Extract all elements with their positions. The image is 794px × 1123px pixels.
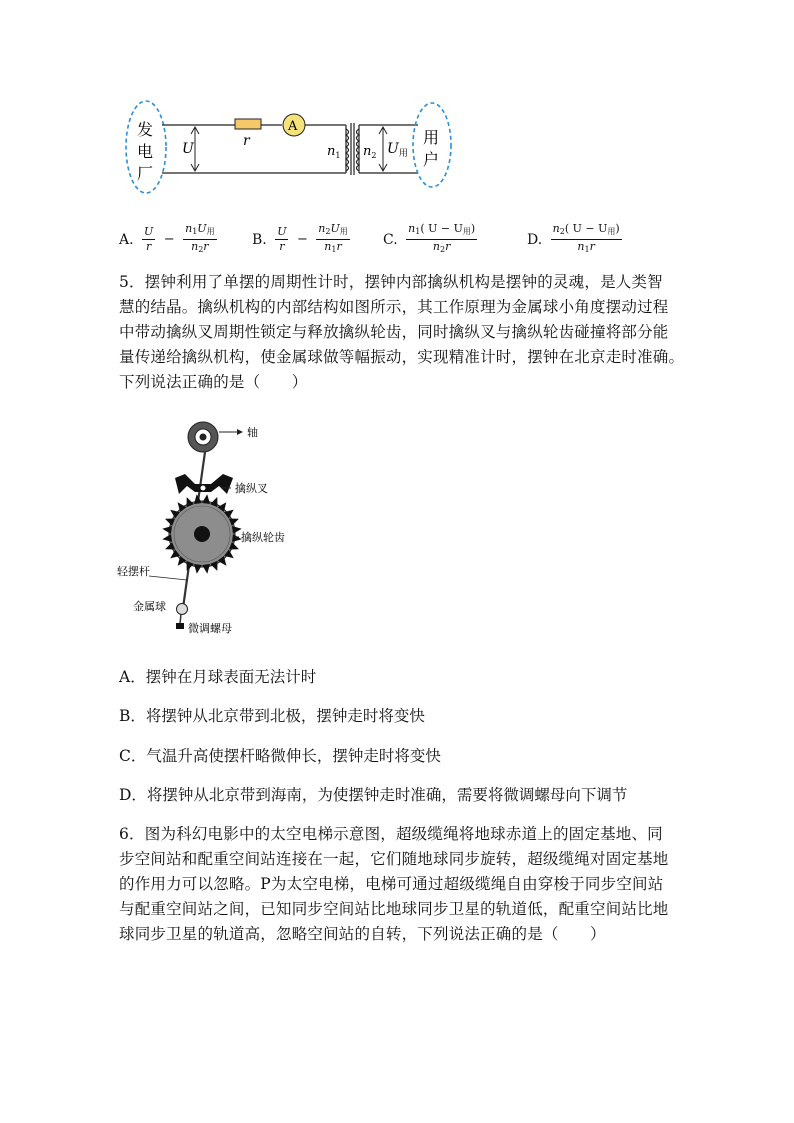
q5-line-3: 中带动擒纵叉周期性锁定与释放擒纵轮齿，同时擒纵叉与擒纵轮齿碰撞将部分能 <box>119 323 669 341</box>
q5-choice-b[interactable]: B．将摆钟从北京带到北极，摆钟走时将变快 <box>119 707 425 725</box>
wheel-label: 擒纵轮齿 <box>241 531 285 544</box>
wheel-tooth <box>202 494 210 504</box>
question-5-text <box>119 270 685 395</box>
power-plant-label-3: 厂 <box>137 164 154 183</box>
ball-label: 金属球 <box>133 600 166 613</box>
u-user-label: $U_用$ <box>387 141 408 159</box>
option-d[interactable]: D. $\frac{n_2( U - U_用)}{n_1r}$ <box>527 222 620 254</box>
axle-center <box>200 434 207 441</box>
ammeter-label: A <box>288 119 298 134</box>
q6-line-2: 步空间站和配重空间站连接在一起，它们随地球同步旋转，超级缆绳对固定基地 <box>119 850 669 868</box>
question-6-text <box>119 822 679 947</box>
q5-choice-a[interactable]: A．摆钟在月球表面无法计时 <box>119 668 317 686</box>
q5-line-5: 下列说法正确的是（ ） <box>119 373 308 391</box>
fork-label: 擒纵叉 <box>235 482 268 495</box>
escapement-diagram <box>115 412 335 642</box>
option-c[interactable]: C. $\frac{n_1( U - U_用)}{n_2r}$ <box>383 222 476 254</box>
q5-line-2: 慧的结晶。擒纵机构的内部结构如图所示，其工作原理为金属球小角度摆动过程 <box>119 298 669 316</box>
axle-pointer-head <box>237 429 243 435</box>
q6-line-4: 与配重空间站之间，已知同步空间站比地球同步卫星的轨道低，配重空间站比地 <box>119 900 669 918</box>
q6-line-1: 6．图为科幻电影中的太空电梯示意图，超级缆绳将地球赤道上的固定基地、同 <box>119 825 663 843</box>
rod-label: 轻摆杆 <box>117 565 150 578</box>
metal-ball <box>177 604 188 615</box>
resistor-r <box>235 119 261 129</box>
n2-label: $n_2$ <box>363 144 377 160</box>
axle-label: 轴 <box>247 426 258 439</box>
power-plant-label-2: 电 <box>137 142 154 161</box>
wheel-tooth <box>194 564 202 574</box>
user-label-2: 户 <box>423 150 440 169</box>
circuit-diagram <box>118 95 468 205</box>
r-label: r <box>243 133 250 149</box>
q5-choice-c[interactable]: C．气温升高使摆杆略微伸长，摆钟走时将变快 <box>119 747 441 765</box>
nut-rod <box>180 614 181 624</box>
q5-line-1: 5．摆钟利用了单摆的周期性计时，摆钟内部擒纵机构是摆钟的灵魂，是人类智 <box>119 273 663 291</box>
option-a[interactable]: A. $\frac{U}{r}$ − $\frac{n_1U_用}{n_2r}$ <box>119 222 215 254</box>
fine-tune-nut <box>176 623 184 629</box>
option-b[interactable]: B. $\frac{U}{r}$ − $\frac{n_2U_用}{n_1r}$ <box>252 222 348 254</box>
user-label-1: 用 <box>423 128 440 147</box>
nut-label: 微调螺母 <box>188 622 232 635</box>
wheel-tooth <box>162 534 172 542</box>
rod-pointer <box>149 576 187 580</box>
power-plant-label-1: 发 <box>137 120 154 139</box>
q6-line-5: 球同步卫星的轨道高，忽略空间站的自转，下列说法正确的是（ ） <box>119 925 606 943</box>
q5-line-4: 量传递给擒纵机构，使金属球做等幅振动，实现精准计时，摆钟在北京走时准确。 <box>119 348 685 366</box>
n1-label: $n_1$ <box>327 144 341 160</box>
q5-choice-d[interactable]: D．将摆钟从北京带到海南，为使摆钟走时准确，需要将微调螺母向下调节 <box>119 786 628 804</box>
wheel-tooth <box>202 564 210 574</box>
q6-line-3: 的作用力可以忽略。P为太空电梯，电梯可通过超级缆绳自由穿梭于同步空间站 <box>119 875 664 893</box>
wheel-tooth <box>162 526 172 534</box>
fork-pivot <box>200 485 206 491</box>
u-label: U <box>182 141 194 157</box>
escape-wheel <box>162 494 241 573</box>
